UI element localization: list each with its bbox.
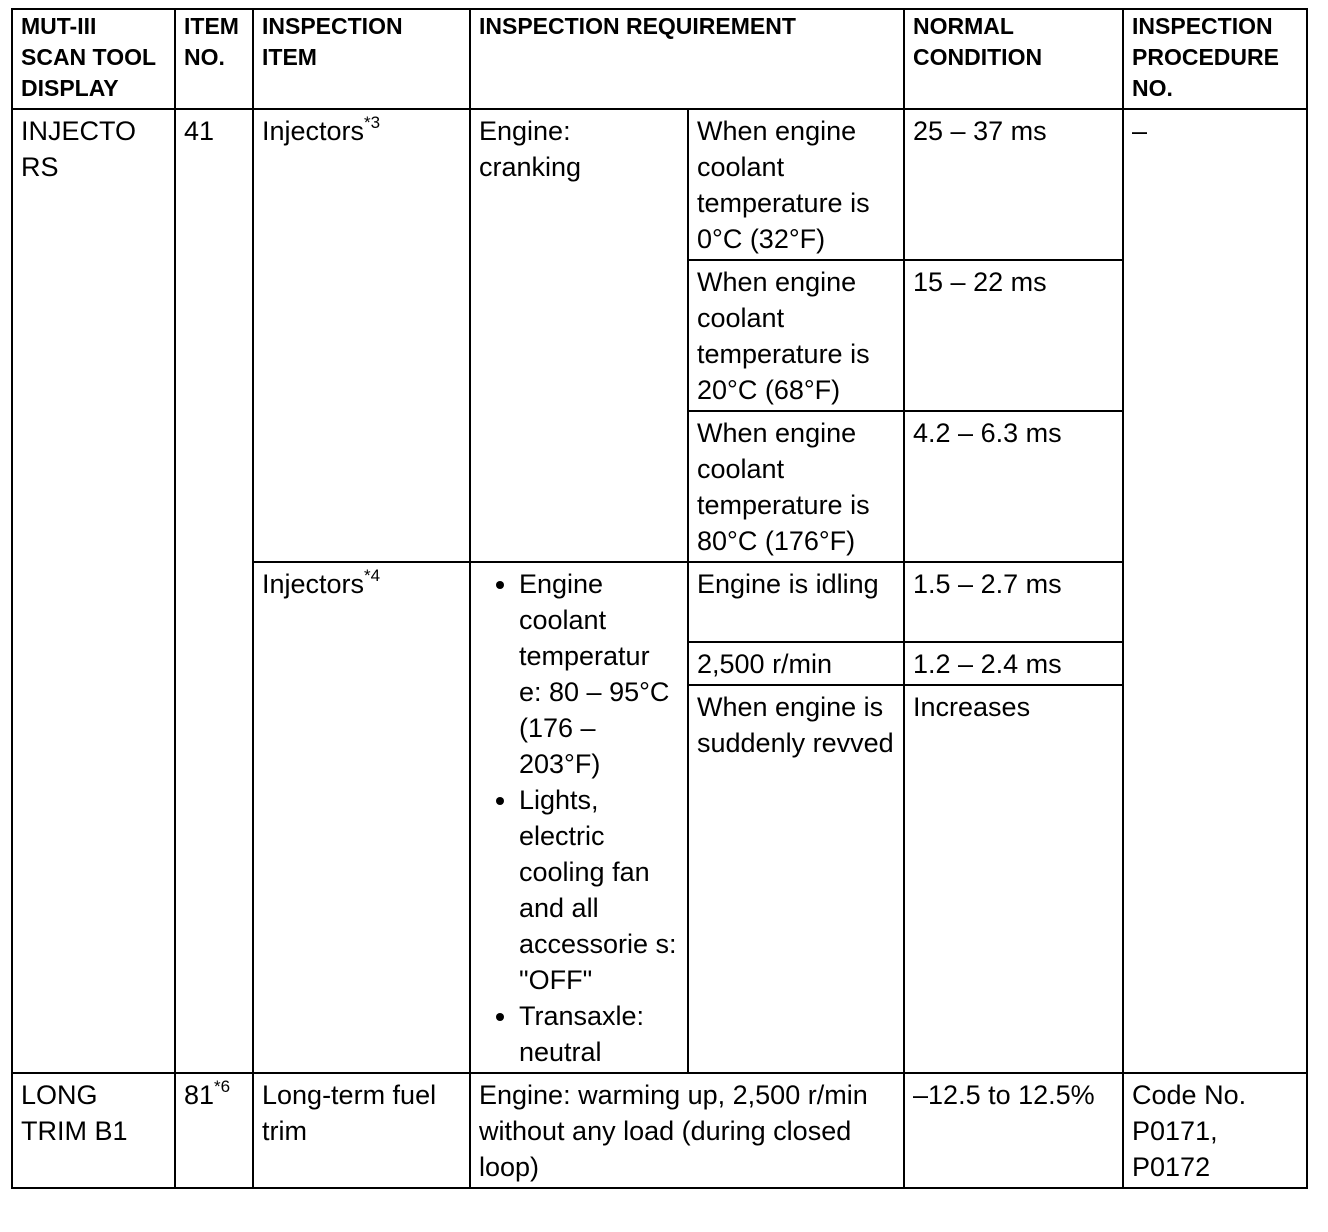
table-row xyxy=(12,1073,1307,1188)
condition-cell: 2,500 r/min xyxy=(688,642,904,685)
normal-cell: 4.2 – 6.3 ms xyxy=(904,411,1123,562)
injectors-item-a xyxy=(253,109,470,562)
item-a-footnote: *3 xyxy=(364,113,381,132)
list-item: • Engine coolant temperatur e: 80 – 95°C (176 – 203°F) xyxy=(519,566,679,782)
injectors-item-no: 41 xyxy=(175,109,253,1073)
header-procedure-no: INSPECTION PROCEDURE NO. xyxy=(1123,9,1307,109)
injectors-display: INJECTO RS xyxy=(12,109,175,1073)
normal-cell: Increases xyxy=(904,685,1123,1073)
condition-cell: When engine coolant temperature is 0°C (32°F) xyxy=(688,109,904,260)
long-trim-item-no-value: 81 xyxy=(184,1080,215,1110)
normal-cell: 1.5 – 2.7 ms xyxy=(904,562,1123,642)
list-item: • Lights, electric cooling fan and all accessorie s: "OFF" xyxy=(519,782,679,998)
condition-cell: When engine is suddenly revved xyxy=(688,685,904,1073)
item-b-label: Injectors xyxy=(262,569,365,599)
normal-cell: 15 – 22 ms xyxy=(904,260,1123,411)
item-a-label: Injectors xyxy=(262,116,365,146)
long-trim-item-no xyxy=(175,1073,253,1188)
condition-cell: Engine is idling xyxy=(688,562,904,642)
normal-cell: 1.2 – 2.4 ms xyxy=(904,642,1123,685)
long-trim-procedure: Code No. P0171, P0172 xyxy=(1123,1073,1307,1188)
injectors-requirement-b xyxy=(470,562,688,1073)
header-row xyxy=(12,9,1307,109)
long-trim-item: Long-term fuel trim xyxy=(253,1073,470,1188)
header-item-no: ITEM NO. xyxy=(175,9,253,109)
header-display: MUT-III SCAN TOOL DISPLAY xyxy=(12,9,175,109)
header-inspection-item: INSPECTION ITEM xyxy=(253,9,470,109)
list-item: • Transaxle: neutral xyxy=(519,998,679,1070)
injectors-procedure: – xyxy=(1123,109,1307,1073)
long-trim-display: LONG TRIM B1 xyxy=(12,1073,175,1188)
injectors-item-b xyxy=(253,562,470,1073)
injectors-requirement-a: Engine: cranking xyxy=(470,109,688,562)
normal-cell: 25 – 37 ms xyxy=(904,109,1123,260)
item-b-footnote: *4 xyxy=(364,566,381,585)
long-trim-item-no-footnote: *6 xyxy=(214,1077,231,1096)
header-inspection-requirement: INSPECTION REQUIREMENT xyxy=(470,9,904,109)
table-row xyxy=(12,109,1307,260)
condition-cell: When engine coolant temperature is 20°C (68°F) xyxy=(688,260,904,411)
long-trim-requirement: Engine: warming up, 2,500 r/min without any load (during closed loop) xyxy=(470,1073,904,1188)
condition-cell: When engine coolant temperature is 80°C (176°F) xyxy=(688,411,904,562)
inspection-table xyxy=(11,8,1308,1189)
long-trim-normal: –12.5 to 12.5% xyxy=(904,1073,1123,1188)
requirement-bullet-list xyxy=(479,566,679,1070)
header-normal-condition: NORMAL CONDITION xyxy=(904,9,1123,109)
